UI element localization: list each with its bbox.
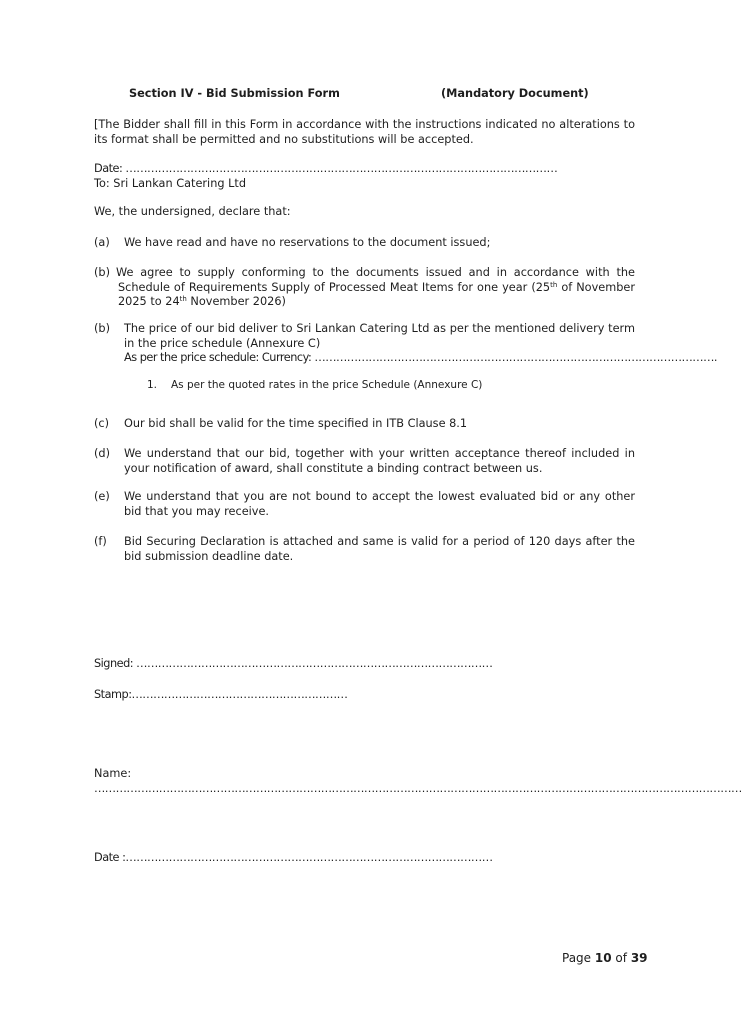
item-d-label: (d) xyxy=(94,447,110,460)
name-label: Name: xyxy=(94,767,132,780)
item-e-text: We understand that you are not bound to accept the lowest evaluated bid or any other bid that you may receive. xyxy=(124,490,635,518)
page-number: Page 10 of 39 xyxy=(562,951,648,965)
item-a-text: We have read and have no reservations to the document issued; xyxy=(124,236,491,249)
to-line: To: Sri Lankan Catering Ltd xyxy=(94,177,247,190)
signed-line: Signed: ……………………………………………………………………………………… xyxy=(94,657,493,670)
item-c-text: Our bid shall be valid for the time specified in ITB Clause 8.1 xyxy=(124,417,468,430)
date-bottom-line: Date :………………………………………………………………………………………… xyxy=(94,851,493,864)
sub-item-number: 1. xyxy=(147,379,158,391)
declare-statement: We, the undersigned, declare that: xyxy=(94,205,291,218)
item-e-label: (e) xyxy=(94,490,110,503)
item-b1-label: (b) xyxy=(94,266,110,279)
section-title: Section IV - Bid Submission Form xyxy=(129,87,340,100)
item-d-text: We understand that our bid, together with your written acceptance thereof included in your notification of award, shall constitute a binding contract between us. xyxy=(124,447,635,475)
item-b2-text: The price of our bid deliver to Sri Lankan Catering Ltd as per the mentioned delivery term in the price schedule (Annexure C) xyxy=(124,322,635,350)
date-line: Date: ………………………………………………………………………………………………………… xyxy=(94,162,558,175)
stamp-line: Stamp:…………………………………………………… xyxy=(94,688,348,701)
intro-paragraph: [The Bidder shall fill in this Form in accordance with the instructions indicated no alterations to its format shall be permitted and no substitutions will be accepted. xyxy=(94,118,635,146)
item-b2-label: (b) xyxy=(94,322,110,335)
currency-line: As per the price schedule: Currency: …………………………………………………………………………………………………. xyxy=(124,351,717,364)
mandatory-label: (Mandatory Document) xyxy=(441,87,589,100)
sub-item-text: As per the quoted rates in the price Schedule (Annexure C) xyxy=(171,379,483,391)
item-a-label: (a) xyxy=(94,236,110,249)
item-c-label: (c) xyxy=(94,417,110,430)
name-line: ……………………………………………………………………………………………………………………………………………………………… xyxy=(94,782,742,795)
item-f-label: (f) xyxy=(94,535,107,548)
item-b1-text: We agree to supply conforming to the documents issued and in accordance with the Schedule of Requirements Supply of Processed Meat Items for one year (25th of November 2025 to 24th November 2026) xyxy=(116,266,635,308)
item-f-text: Bid Securing Declaration is attached and same is valid for a period of 120 days after the bid submission deadline date. xyxy=(124,535,635,563)
